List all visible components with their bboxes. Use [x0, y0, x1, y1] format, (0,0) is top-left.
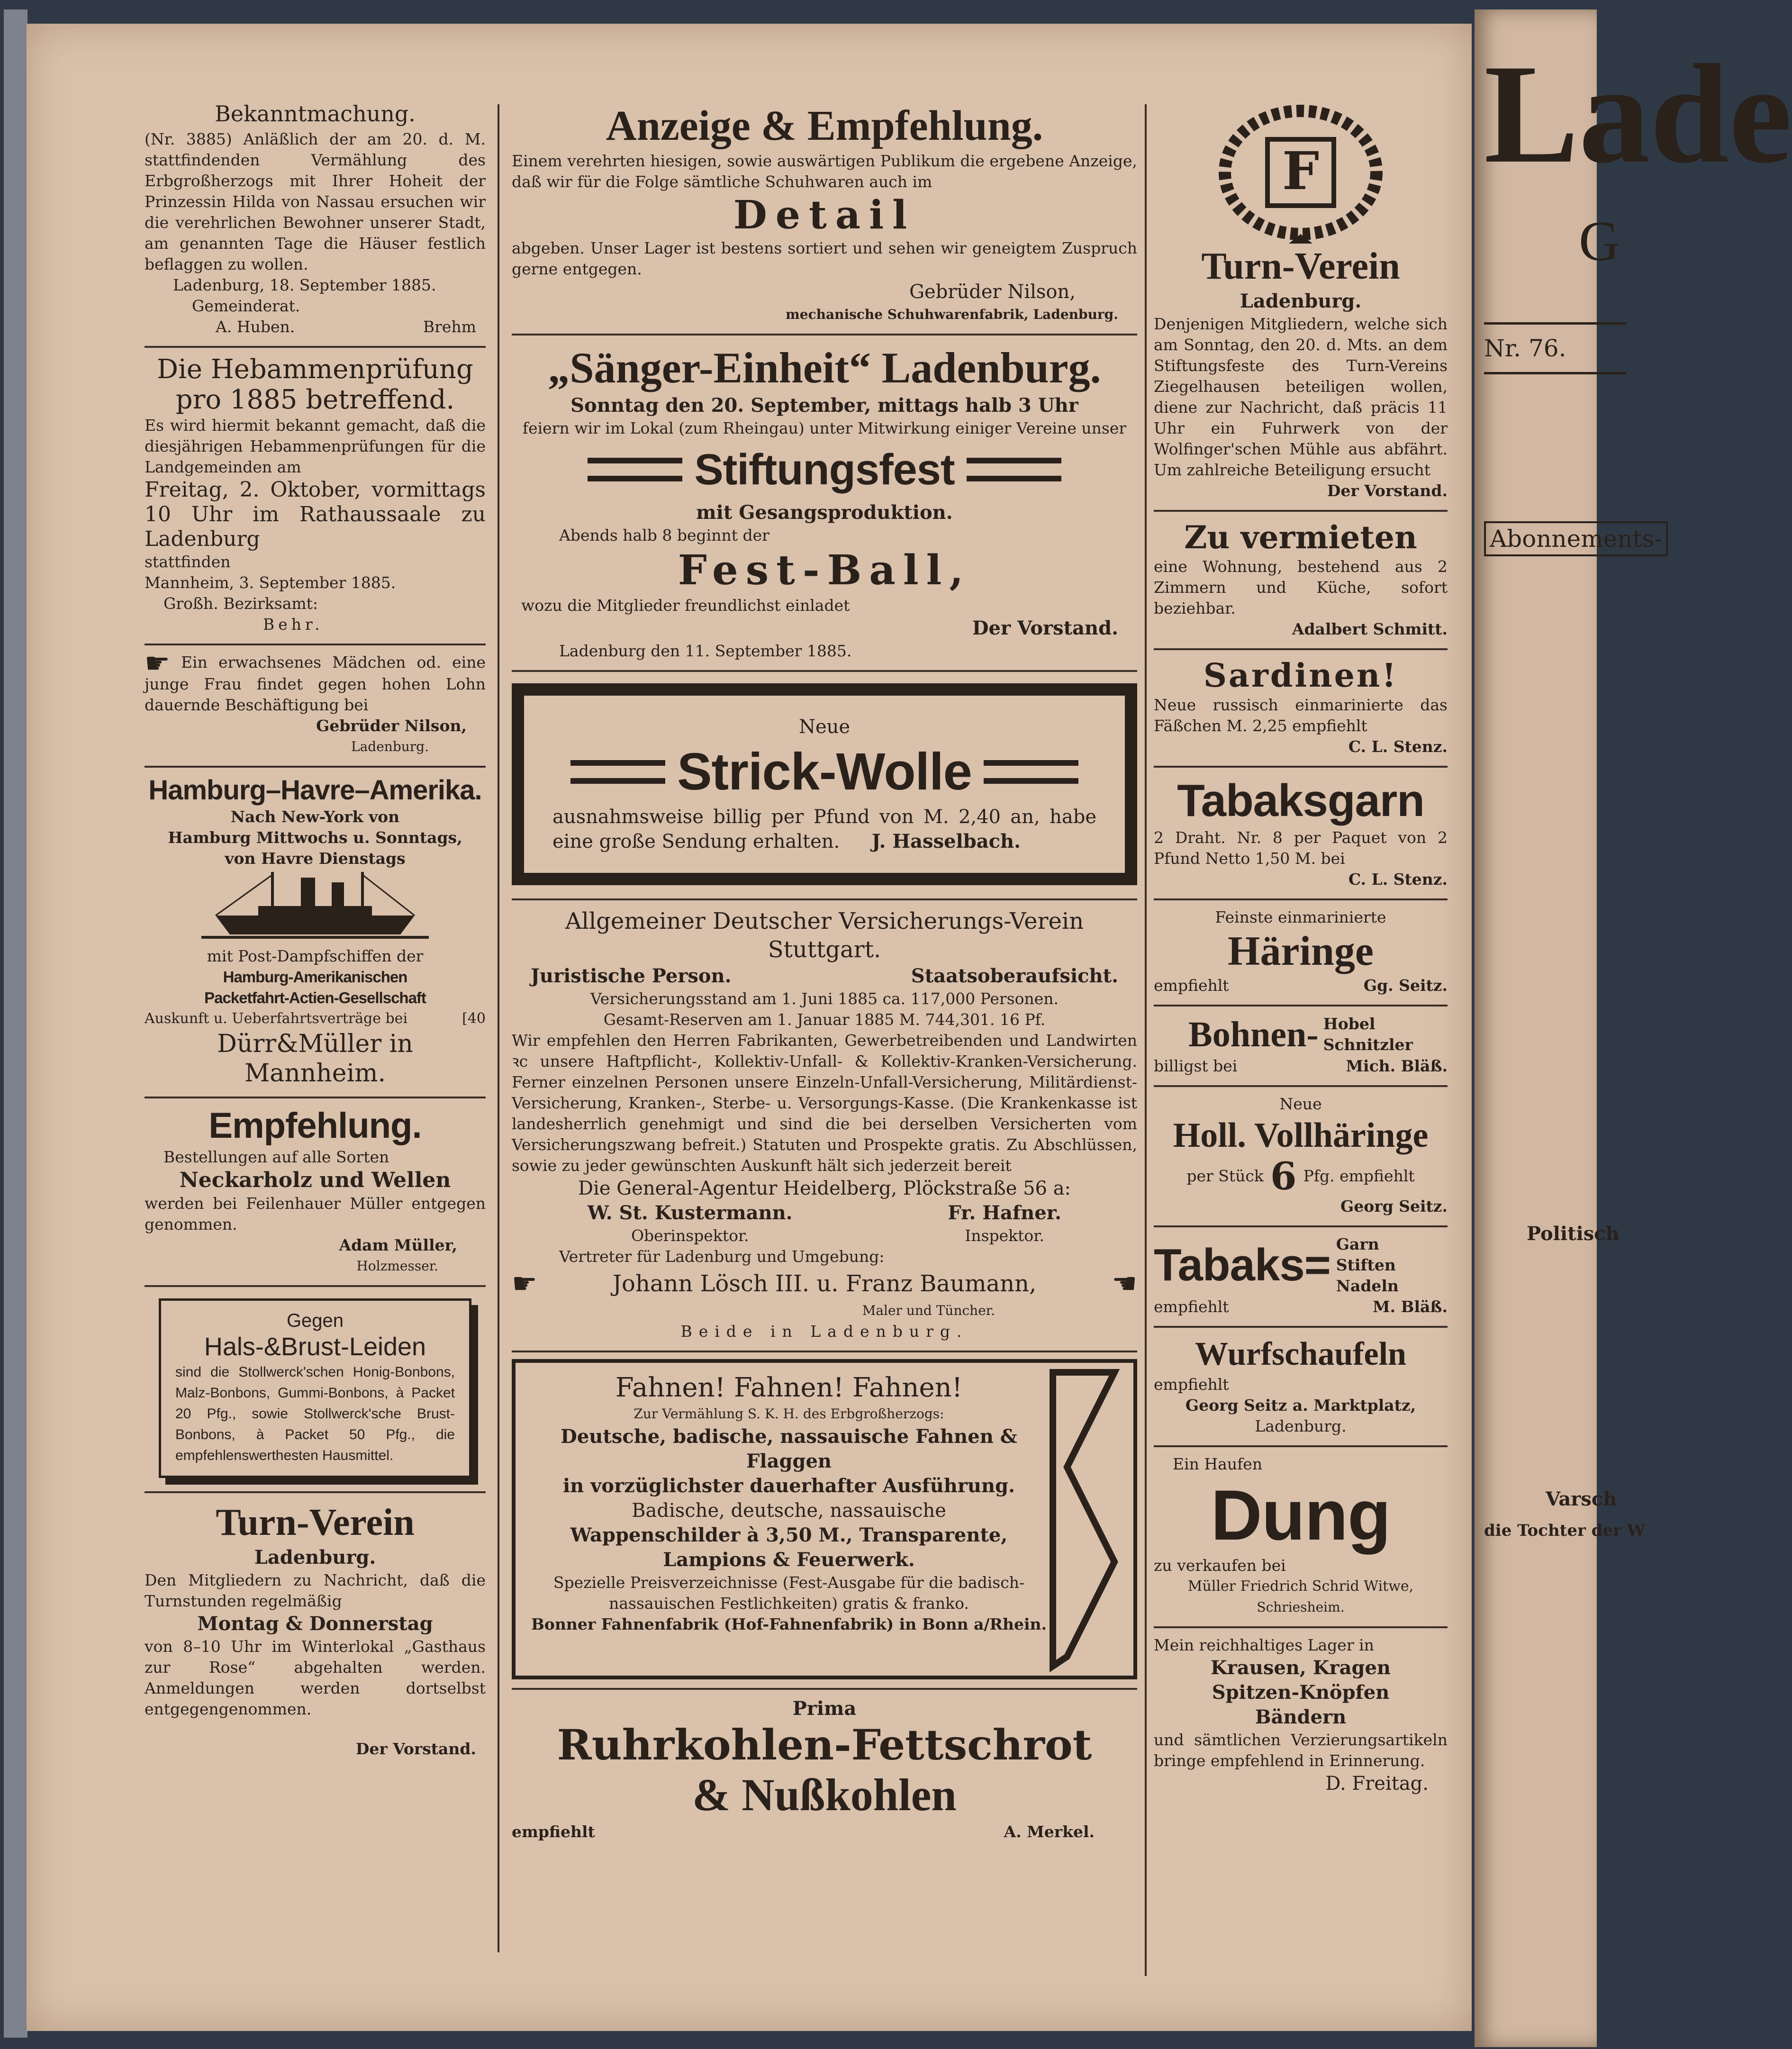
body-text: und sämtlichen Verzierungsartikeln bringe empfehlend in Erinnerung.	[1154, 1731, 1448, 1770]
goods: Krausen, Kragen Spitzen-Knöpfen Bändern	[1211, 1657, 1391, 1728]
body-text: abgeben. Unser Lager ist bestens sortiert und sehen wir geneigtem Zuspruch gerne entgegen.	[512, 239, 1137, 278]
signature: Müller Friedrich Schrid Witwe,	[1187, 1578, 1414, 1595]
ad-versicherung	[512, 900, 1137, 1352]
body-text: Neue russisch einmarinierte das Fäßchen M. 2,25 empfiehlt	[1154, 696, 1448, 735]
body-text: Hamburg-Amerikanischen	[223, 968, 407, 986]
place: Ladenburg.	[1255, 1417, 1347, 1435]
body-text: Bestellungen auf alle Sorten	[163, 1148, 389, 1166]
representatives: Johann Lösch III. u. Franz Baumann,	[612, 1270, 1037, 1297]
signature: Gebrüder Nilson,	[909, 281, 1076, 303]
heading: Hals-&Brust-Leiden	[204, 1333, 426, 1361]
heading: Die Hebammenprüfung	[157, 354, 473, 385]
signature: Behr.	[263, 615, 324, 634]
body-text: Juristische Person.	[531, 965, 732, 987]
body-text: stattfinden	[145, 553, 231, 571]
signature: Adalbert Schmitt.	[1292, 620, 1448, 638]
body-text: Garn	[1336, 1235, 1379, 1253]
heading: Holl. Vollhäringe	[1173, 1116, 1429, 1155]
date: Ladenburg, 18. September 1885.	[173, 276, 436, 294]
column-middle	[512, 95, 1137, 1851]
signature: A. Huben.	[216, 317, 295, 336]
body-text: Versicherungsstand am 1. Juni 1885 ca. 117,000 Personen.	[590, 989, 1059, 1008]
signature: Brehm	[423, 317, 476, 336]
body-text: Lampions & Feuerwerk.	[663, 1549, 915, 1571]
framed-box	[159, 1298, 471, 1478]
body-text: von Havre Dienstags	[225, 849, 406, 868]
heading: Häringe	[1228, 928, 1374, 974]
signature: Der Vorstand.	[355, 1740, 476, 1758]
manufacturer: Bonner Fahnenfabrik (Hof-Fahnenfabrik) in Bonn a/Rhein.	[531, 1615, 1047, 1633]
signature: Der Vorstand.	[972, 617, 1118, 639]
office: Großh. Bezirksamt:	[163, 594, 318, 613]
body-text: Den Mitgliedern zu Nachricht, daß die Turnstunden regelmäßig	[145, 1571, 486, 1610]
column-left	[145, 95, 486, 1768]
body-text: Einem verehrten hiesigen, sowie auswärtigen Publikum die ergebene Anzeige, daß wir für die Folge sämtliche Schuhwaren auch im	[512, 152, 1137, 191]
ad-dung	[1154, 1447, 1448, 1628]
body-text: Spezielle Preisverzeichnisse (Fest-Ausgabe für die badisch-nassauischen Festlichkeiten) gratis & franko.	[553, 1573, 1025, 1613]
decorative-bars	[570, 760, 665, 784]
heading: pro 1885 betreffend.	[175, 384, 455, 415]
body-text: Mein reichhaltiges Lager in	[1154, 1636, 1374, 1654]
body-text: empfiehlt	[1154, 976, 1229, 995]
pointing-hand-icon: ☛	[145, 647, 170, 680]
signature: Gebrüder Nilson,	[316, 716, 467, 735]
signature: C. L. Stenz.	[1348, 870, 1448, 889]
ad-saenger-einheit	[512, 335, 1137, 672]
heading: Bohnen-	[1188, 1015, 1319, 1054]
ad-bekanntmachung	[145, 95, 486, 348]
body-text: Ein Haufen	[1173, 1455, 1263, 1473]
body-text: Badische, deutsche, nassauische	[632, 1500, 946, 1522]
body-text: Hobel	[1323, 1015, 1376, 1033]
body-text: Es wird hiermit bekannt gemacht, daß die diesjährigen Hebammenprüfungen für die Landgemeinden am	[145, 416, 486, 476]
signature: C. L. Stenz.	[1348, 737, 1448, 756]
ad-hamburg-amerika	[145, 768, 486, 1098]
place: Beide in Ladenburg.	[680, 1322, 968, 1341]
signature: J. Hasselbach.	[871, 830, 1021, 852]
body-text: billigst bei	[1154, 1057, 1238, 1075]
body-text: Auskunft u. Ueberfahrtsverträge bei	[145, 1010, 408, 1027]
ad-strick-wolle	[512, 672, 1137, 900]
ad-wurfschaufeln	[1154, 1328, 1448, 1447]
ad-tabaks	[1154, 1227, 1448, 1328]
signature: Fr. Hafner.	[948, 1202, 1061, 1224]
heading: Sardinen!	[1203, 657, 1398, 695]
ad-turnverein-2	[1154, 95, 1448, 512]
body-text: Denjenigen Mitgliedern, welche sich am Sonntag, den 20. d. Mts. an dem Stiftungsfeste des Turn-Vereins Ziegelhausen beteiligen wollen, diene zur Nachricht, daß präcis 11 Uhr ein Fuhrwerk von der Wolfinger'schen Mühle aus abfährt. Um zahlreiche Beteiligung ersucht	[1154, 315, 1448, 479]
section-heading: Varsch	[1546, 1488, 1617, 1510]
ad-sardinen	[1154, 650, 1448, 768]
body-text: Sonntag den 20. September, mittags halb 3 Uhr	[570, 394, 1078, 417]
role: Oberinspektor.	[631, 1226, 749, 1245]
column-rule	[1145, 104, 1147, 1976]
turnverein-emblem-icon	[1201, 101, 1400, 244]
body-text: Neue	[1279, 1095, 1322, 1113]
ad-freitag	[1154, 1628, 1448, 1804]
ad-anzeige	[512, 95, 1137, 335]
body-text: Feinste einmarinierte	[1215, 908, 1386, 926]
heading: Turn-Verein	[216, 1502, 415, 1543]
body-text: Schnitzler	[1323, 1035, 1413, 1054]
ad-maedchen	[145, 645, 486, 768]
signature: D. Freitag.	[1325, 1773, 1429, 1795]
heading: Wurfschaufeln	[1195, 1336, 1406, 1372]
product-title: & Nußkohlen	[692, 1769, 957, 1820]
role: Holzmesser.	[356, 1258, 438, 1274]
place: Ladenburg.	[254, 1546, 376, 1568]
ad-hals-brust	[145, 1287, 486, 1493]
signature: Adam Müller,	[339, 1236, 457, 1254]
ref-number: [40	[462, 1010, 486, 1027]
masthead-subtitle: G	[1579, 209, 1620, 272]
ad-hebammenpruefung	[145, 348, 486, 645]
body-text: Neue	[798, 716, 851, 738]
body-text: Ein erwachsenes Mädchen od. eine junge Frau findet gegen hohen Lohn dauernde Beschäftigung bei	[145, 653, 486, 714]
body-text: empfiehlt	[1154, 1375, 1229, 1394]
body-text: Wir empfehlen den Herren Fabrikanten, Gewerbetreibenden und Landwirten ꝛc unsere Haftpflicht-, Kollektiv-Unfall- & Kollektiv-Kranken-Versicherung. Ferner einzelnen Personen unsere Einzeln-Unfall-Versicherung, Militärdienst-Versicherung, Kranken-, Sterbe- u. Versorgungs-Kasse. (Die Krankenkasse ist landesherrlich genehmigt und sind die bei derselben Versicherten vom Versicherungszwang befreit.) Statuten und Prospekte gratis. Zu Abschlüssen, sowie zu jeder gewünschten Auskunft hält sich jederzeit bereit	[512, 1031, 1137, 1175]
role: Inspektor.	[965, 1226, 1044, 1245]
body-text: Hamburg Mittwochs u. Sonntags,	[168, 828, 462, 847]
heading: Fahnen! Fahnen! Fahnen!	[615, 1372, 963, 1403]
section-heading: Abonnements-	[1484, 521, 1668, 556]
body-text: Wappenschilder à 3,50 M., Transparente,	[570, 1524, 1008, 1546]
signature: Mich. Bläß.	[1346, 1057, 1448, 1075]
place: Ladenburg.	[1240, 290, 1362, 312]
pointing-hand-right-icon: ☛	[512, 1267, 537, 1300]
body-text: (Nr. 3885) Anläßlich der am 20. d. M. stattfindenden Vermählung des Erbgroßherzogs mit Ihrer Hoheit der Prinzessin Hilda von Nassau ersuchen wir die verehrlichen Bewohner unserer Stadt, am genannten Tage die Häuser festlich beflaggen zu wollen.	[145, 130, 486, 273]
heading: Zu vermieten	[1184, 519, 1417, 556]
heading: Turn-Verein	[1201, 245, 1400, 287]
place: Ladenburg.	[351, 739, 429, 754]
body-text: eine Wohnung, bestehend aus 2 Zimmern und Küche, sofort beziehbar.	[1154, 557, 1448, 617]
decorative-bars	[967, 458, 1061, 481]
date: Ladenburg den 11. September 1885.	[559, 642, 852, 660]
body-text: Nach New-York von	[230, 807, 400, 826]
heading: Tabaks=	[1154, 1240, 1330, 1290]
issue-number: Nr. 76.	[1484, 322, 1626, 374]
ad-vermieten	[1154, 512, 1448, 650]
body-text: Nadeln	[1336, 1277, 1399, 1295]
role: mechanische Schuhwarenfabrik, Ladenburg.	[786, 307, 1118, 322]
signature: Georg Seitz.	[1340, 1197, 1448, 1215]
body-text: Pfg. empfiehlt	[1303, 1167, 1415, 1185]
role: Maler und Tüncher.	[862, 1303, 995, 1318]
body-text: Prima	[792, 1697, 857, 1720]
price: 6	[1270, 1154, 1297, 1198]
sub-heading: Zur Vermählung S. K. H. des Erbgroßherzogs:	[634, 1406, 944, 1422]
event-title: Stiftungsfest	[694, 445, 955, 494]
body-text: von 8–10 Uhr im Winterlokal „Gasthaus zur Rose“ abgehalten werden. Anmeldungen werden dortselbst entgegengenommen.	[145, 1637, 486, 1718]
ad-turnverein	[145, 1493, 486, 1768]
body-text: zu verkaufen bei	[1154, 1556, 1286, 1575]
body-text: sind die Stollwerck'schen Honig-Bonbons, Malz-Bonbons, Gummi-Bonbons, à Packet 20 Pfg., sowie Stollwerck'sche Brust-Bonbons, à Packet 50 Pfg., die empfehlenswerthesten Hausmittel.	[175, 1364, 455, 1463]
signature: A. Merkel.	[1004, 1822, 1095, 1841]
ad-empfehlung	[145, 1098, 486, 1287]
heading: Empfehlung.	[208, 1106, 422, 1146]
ad-kohlen	[512, 1690, 1137, 1851]
signature: Der Vorstand.	[1327, 481, 1448, 500]
days: Montag & Donnerstag	[197, 1613, 433, 1635]
heading: „Sänger-Einheit“ Ladenburg.	[548, 344, 1101, 392]
ad-tabaksgarn	[1154, 768, 1448, 900]
agent-name: Dürr&Müller in Mannheim.	[217, 1030, 413, 1088]
heading: Anzeige & Empfehlung.	[606, 102, 1043, 149]
goods: Neckarholz und Wellen	[179, 1168, 451, 1192]
body-text: per Stück	[1186, 1167, 1264, 1185]
heading: Allgemeiner Deutscher Versicherungs-Verein Stuttgart.	[565, 908, 1084, 963]
product-title: Strick-Wolle	[677, 743, 972, 801]
body-text: mit Post-Dampfschiffen der	[207, 947, 424, 965]
office: Gemeinderat.	[192, 297, 300, 315]
body-text: feiern wir im Lokal (zum Rheingau) unter Mitwirkung einiger Vereine unser	[522, 419, 1127, 437]
facing-page	[1475, 9, 1792, 2047]
column-rule	[498, 104, 499, 1952]
book-spine	[4, 9, 27, 2038]
pointing-hand-left-icon: ☚	[1112, 1267, 1137, 1300]
decorative-bars	[588, 458, 682, 481]
body-text: Abends halb 8 beginnt der	[559, 526, 769, 544]
body-text: Staatsoberaufsicht.	[911, 965, 1118, 987]
body-text: ausnahmsweise billig per Pfund von M. 2,40 an, habe eine große Sendung erhalten.	[552, 806, 1096, 852]
body-text: wozu die Mitglieder freundlichst einladet	[521, 596, 850, 615]
signature: Georg Seitz a. Marktplatz,	[1185, 1396, 1416, 1414]
signature: M. Bläß.	[1373, 1297, 1448, 1316]
heading: Gegen	[286, 1310, 344, 1331]
body-text: empfiehlt	[1154, 1297, 1229, 1316]
body-text: Stiften	[1336, 1256, 1396, 1274]
ad-vollhaeringe	[1154, 1087, 1448, 1227]
body-text: empfiehlt	[512, 1822, 595, 1841]
agency: Die General-Agentur Heidelberg, Plöckstraße 56 a:	[578, 1178, 1071, 1199]
ad-bohnen	[1154, 1006, 1448, 1087]
body-text: werden bei Feilenhauer Müller entgegen genommen.	[145, 1194, 486, 1233]
ball-title: Fest-Ball,	[678, 546, 971, 594]
place: Schriesheim.	[1257, 1599, 1345, 1615]
masthead: Lade	[1484, 35, 1792, 192]
body-text: in vorzüglichster dauerhafter Ausführung.	[562, 1475, 1015, 1497]
column-right	[1154, 95, 1448, 1804]
detail-text: Detail	[733, 192, 916, 238]
body-text: mit Gesangsproduktion.	[696, 501, 953, 524]
heading: Tabaksgarn	[1177, 775, 1424, 826]
decorative-bars	[984, 760, 1078, 784]
ad-fahnen	[512, 1352, 1137, 1690]
date: Mannheim, 3. September 1885.	[145, 573, 396, 592]
body-text: Packetfahrt-Actien-Gesellschaft	[204, 989, 426, 1006]
svg-text:F: F	[1282, 140, 1320, 201]
body-text: Deutsche, badische, nassauische Fahnen & Flaggen	[561, 1425, 1017, 1472]
body-text-large: Freitag, 2. Oktober, vormittags 10 Uhr im Rathaussaale zu Ladenburg	[145, 478, 486, 551]
body-text: Gesamt-Reserven am 1. Januar 1885 M. 744,301. 16 Pf.	[603, 1010, 1046, 1029]
steamship-icon	[201, 872, 429, 943]
heading: Dung	[1211, 1475, 1391, 1555]
section-heading: die Tochter der W	[1484, 1521, 1646, 1540]
product-title: Ruhrkohlen-Fettschrot	[557, 1720, 1092, 1769]
signature: W. St. Kustermann.	[588, 1202, 793, 1224]
heading: Hamburg–Havre–Amerika.	[148, 775, 482, 806]
heading: Bekanntmachung.	[215, 101, 416, 127]
section-heading: Politisch	[1527, 1223, 1620, 1245]
ornamental-frame	[512, 683, 1137, 885]
body-text: Vertreter für Ladenburg und Umgebung:	[559, 1247, 885, 1266]
signature: Gg. Seitz.	[1363, 976, 1448, 995]
body-text: 2 Draht. Nr. 8 per Paquet von 2 Pfund Netto 1,50 M. bei	[1154, 828, 1448, 868]
ad-haeringe	[1154, 900, 1448, 1006]
pennant-flag-icon	[1048, 1372, 1119, 1666]
